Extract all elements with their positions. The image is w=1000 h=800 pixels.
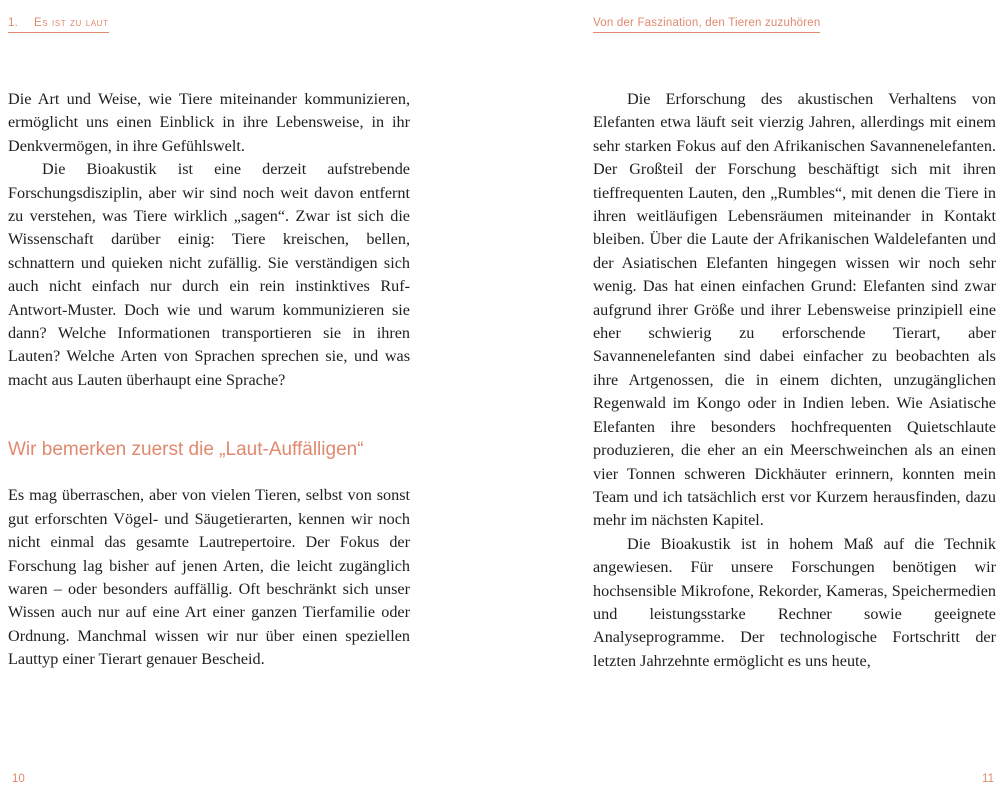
paragraph: Die Art und Weise, wie Tiere miteinander kommunizieren, ermöglicht uns einen Einblick in ihre Lebensweise, in ihr Denkvermögen, in ihre Gefühlswelt. [8,90,410,155]
paragraph: Es mag überraschen, aber von vielen Tieren, selbst von sonst gut erforschten Vögel- und Säugetierarten, kennen wir noch nicht einmal das gesamte Lautrepertoire. Der Fokus der Forschung lag bisher auf jenen Arten, die leicht zugänglich waren – oder besonders auffällig. Oft beschränkt sich unser Wissen auch nur auf eine Art einer ganzen Tierfamilie oder Ordnung. Manchmal wissen wir nur über einen speziellen Lauttyp einer Tierart genauer Bescheid. [8,486,410,669]
left-page [8,0,410,800]
paragraph: Die Bioakustik ist eine derzeit aufstrebende Forschungsdisziplin, aber wir sind noch weit davon entfernt zu verstehen, was Tiere wirklich „sagen“. Zwar ist sich die Wissenschaft darüber einig: Tiere kreischen, bellen, schnattern und quieken nicht zufällig. Sie verständigen sich auch nicht einfach nur durch ein rein instinktives Ruf-Antwort-Muster. Doch wie und warum kommunizieren sie dann? Welche Informationen transportieren sie in ihren Lauten? Welche Arten von Sprachen sprechen sie, und was macht aus Lauten überhaupt eine Sprache? [8,160,410,389]
right-running-head: Von der Faszination, den Tieren zuzuhören [593,17,820,33]
chapter-number: 1. [8,17,18,29]
right-page [593,0,996,800]
paragraph: Die Bioakustik ist in hohem Maß auf die Technik angewiesen. Für unsere Forschungen benötigen wir hochsensible Mikrofone, Rekorder, Kameras, Speichermedien und leistungsstarke Rechner sowie geeignete Analyseprogramme. Der technologische Fortschritt der letzten Jahrzehnte ermöglicht es uns heute, [593,534,996,670]
left-body-text [8,88,410,672]
page-number-left: 10 [12,773,25,785]
section-subheading: Wir bemerken zuerst die „Laut-Auffälligen“ [8,439,364,461]
left-running-head [8,17,109,33]
page-number-right: 11 [982,773,994,785]
right-body-text [593,88,996,673]
chapter-title: Es ist zu laut [34,17,109,29]
paragraph: Die Erforschung des akustischen Verhaltens von Elefanten etwa läuft seit vierzig Jahren, allerdings mit einem sehr starken Fokus auf den Afrikanischen Savannenelefanten. Der Großteil der Forschung beschäftigt sich mit ihren tieffrequenten Lauten, den „Rumbles“, mit denen die Tiere in ihren weitläufigen Lebensräumen miteinander in Kontakt bleiben. Über die Laute der Afrikanischen Waldelefanten und der Asiatischen Elefanten hingegen wissen wir noch sehr wenig. Das hat einen einfachen Grund: Elefanten sind zwar aufgrund ihrer Größe und ihrer Lebensweise prinzipiell eine eher schwierig zu erforschende Tierart, aber Savannenelefanten sind dabei einfacher zu beobachten als ihre Artgenossen, die in einem dichten, unzugänglichen Regenwald im Kongo oder in Indien leben. Wie Asiatische Elefanten ihre besonders hochfrequenten Quietschlaute produzieren, die eher an ein Meerschweinchen als an einen vier Tonnen schweren Dickhäuter erinnern, konnten mein Team und ich tatsächlich erst vor Kurzem herausfinden, dazu mehr im nächsten Kapitel. [593,90,996,530]
